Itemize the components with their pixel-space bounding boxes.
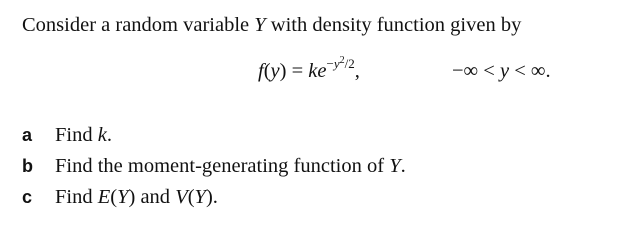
exp-y: y	[333, 56, 340, 71]
part-c-paren-open-2: (	[187, 186, 195, 208]
intro-variable: Y	[254, 14, 266, 36]
exp-div: /2	[344, 56, 355, 71]
part-c-letter: c	[22, 187, 33, 207]
eq-exponent	[327, 56, 355, 71]
part-b-text-pre: Find the moment-generating function of	[55, 155, 390, 177]
intro-suffix: with density function given by	[265, 14, 522, 36]
eq-equals: =	[286, 60, 309, 82]
domain-right: < ∞.	[509, 60, 551, 82]
part-a-text-post: .	[106, 124, 112, 146]
part-b	[22, 155, 406, 178]
part-c-text-post: ).	[205, 186, 218, 208]
exp-power: 2	[339, 55, 345, 66]
part-c-text-pre: Find	[55, 186, 98, 208]
part-c-math-y1: Y	[117, 186, 129, 208]
problem-intro	[22, 14, 521, 37]
domain-var: y	[500, 60, 510, 82]
eq-e: e	[317, 60, 327, 82]
part-a-letter: a	[22, 125, 33, 145]
part-c-paren-open-1: (	[110, 186, 118, 208]
density-formula	[258, 55, 360, 83]
eq-open-paren: (	[263, 60, 271, 82]
eq-comma: ,	[354, 60, 360, 82]
part-b-text-post: .	[400, 155, 406, 177]
domain-condition	[452, 60, 551, 83]
part-c-math-y2: Y	[194, 186, 206, 208]
part-a-math: k	[97, 124, 107, 146]
part-c-and: ) and	[128, 186, 176, 208]
part-b-math: Y	[389, 155, 401, 177]
eq-k: k	[308, 60, 318, 82]
domain-left: −∞ <	[452, 60, 500, 82]
eq-f: f	[258, 60, 264, 82]
eq-y: y	[270, 60, 280, 82]
part-a-text-pre: Find	[55, 124, 98, 146]
part-c-math-e: E	[97, 186, 111, 208]
eq-close-paren: )	[279, 60, 287, 82]
density-equation	[0, 55, 621, 96]
part-c-math-v: V	[175, 186, 188, 208]
part-a	[22, 124, 112, 147]
intro-prefix: Consider a random variable	[22, 14, 255, 36]
part-b-letter: b	[22, 156, 33, 176]
part-c	[22, 186, 218, 209]
exp-minus: −	[326, 56, 334, 71]
